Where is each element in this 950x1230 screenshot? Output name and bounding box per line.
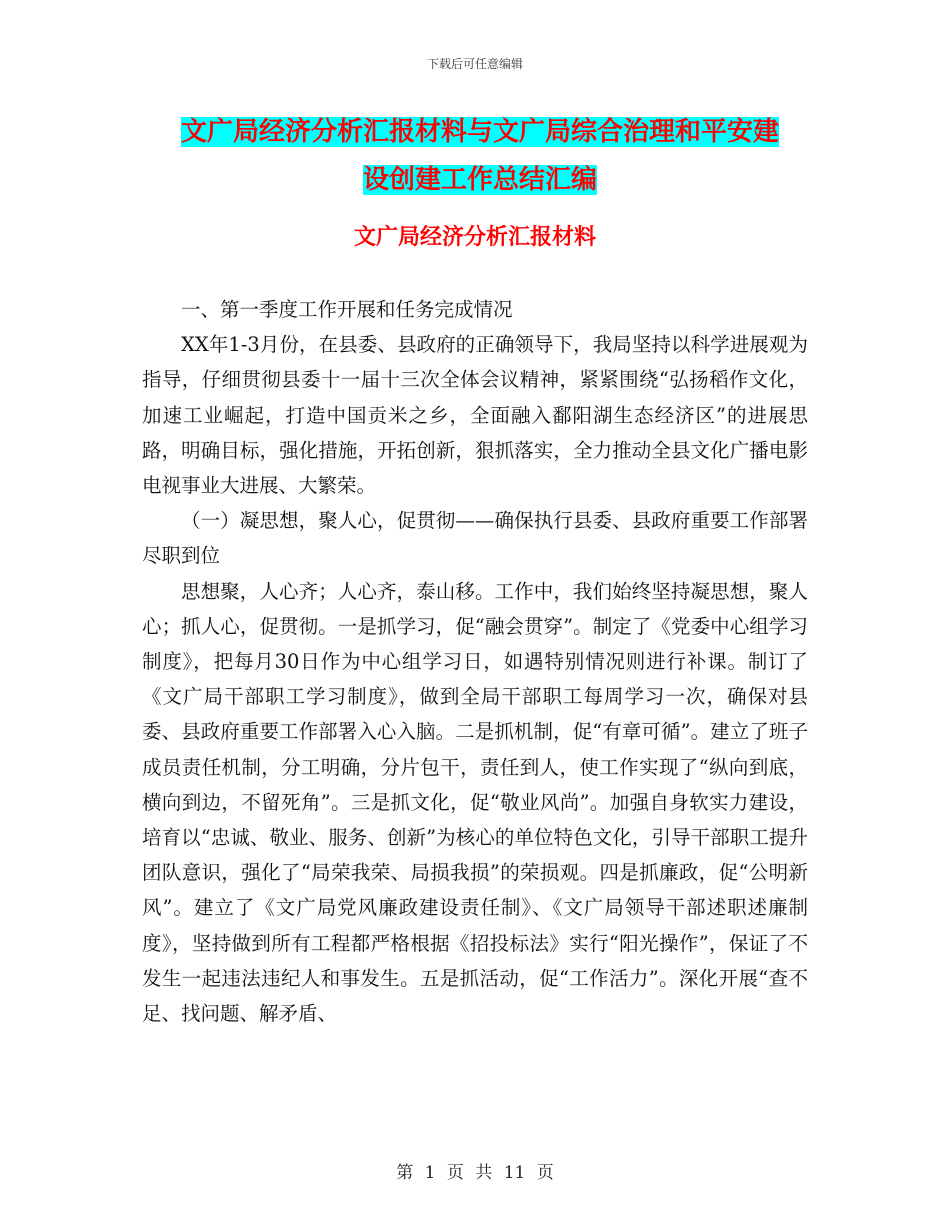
document-title-line-1: 文广局经济分析汇报材料与文广局综合治理和平安建	[180, 117, 779, 147]
paragraph: 思想聚，人心齐；人心齐，泰山移。工作中，我们始终坚持凝思想，聚人心；抓人心，促贯彻。一是抓学习，促“融会贯穿”。制定了《党委中心组学习制度》，把每月30日作为中心组学习日，如遇特别情况则进行补课。制订了《文广局干部职工学习制度》，做到全局干部职工每周学习一次，确保对县委、县政府重要工作部署入心入脑。二是抓机制，促“有章可循”。建立了班子成员责任机制，分工明确，分片包干，责任到人，使工作实现了“纵向到底，横向到边，不留死角”。三是抓文化，促“敬业风尚”。加强自身软实力建设，培育以“忠诚、敬业、服务、创新”为核心的单位特色文化，引导干部职工提升团队意识，强化了“局荣我荣、局损我损”的荣损观。四是抓廉政，促“公明新风”。建立了《文广局党风廉政建设责任制》、《文广局领导干部述职述廉制度》，坚持做到所有工程都严格根据《招投标法》实行“阳光操作”，保证了不发生一起违法违纪人和事发生。五是抓活动，促“工作活力”。深化开展“查不足、找问题、解矛盾、	[142, 579, 808, 1026]
paragraph-subheading: （一）凝思想，聚人心，促贯彻——确保执行县委、县政府重要工作部署尽职到位	[142, 509, 808, 568]
section-title: 文广局经济分析汇报材料	[353, 225, 596, 250]
paragraph: XX年1-3月份，在县委、县政府的正确领导下，我局坚持以科学进展观为指导，仔细贯彻县委十一届十三次全体会议精神，紧紧围绕“弘扬稻作文化，加速工业崛起，打造中国贡米之乡，全面融入鄱阳湖生态经济区”的进展思路，明确目标，强化措施，开拓创新，狠抓落实，全力推动全县文化广播电影电视事业大进展、大繁荣。	[142, 333, 808, 498]
document-body	[142, 292, 808, 1031]
document-title-line-2: 设创建工作总结汇编	[362, 165, 597, 195]
document-title	[140, 108, 820, 204]
header-note: 下载后可任意编辑	[426, 57, 523, 71]
paragraph-heading: 一、第一季度工作开展和任务完成情况	[181, 298, 513, 321]
page-footer: 第 1 页 共 11 页	[396, 1163, 554, 1183]
